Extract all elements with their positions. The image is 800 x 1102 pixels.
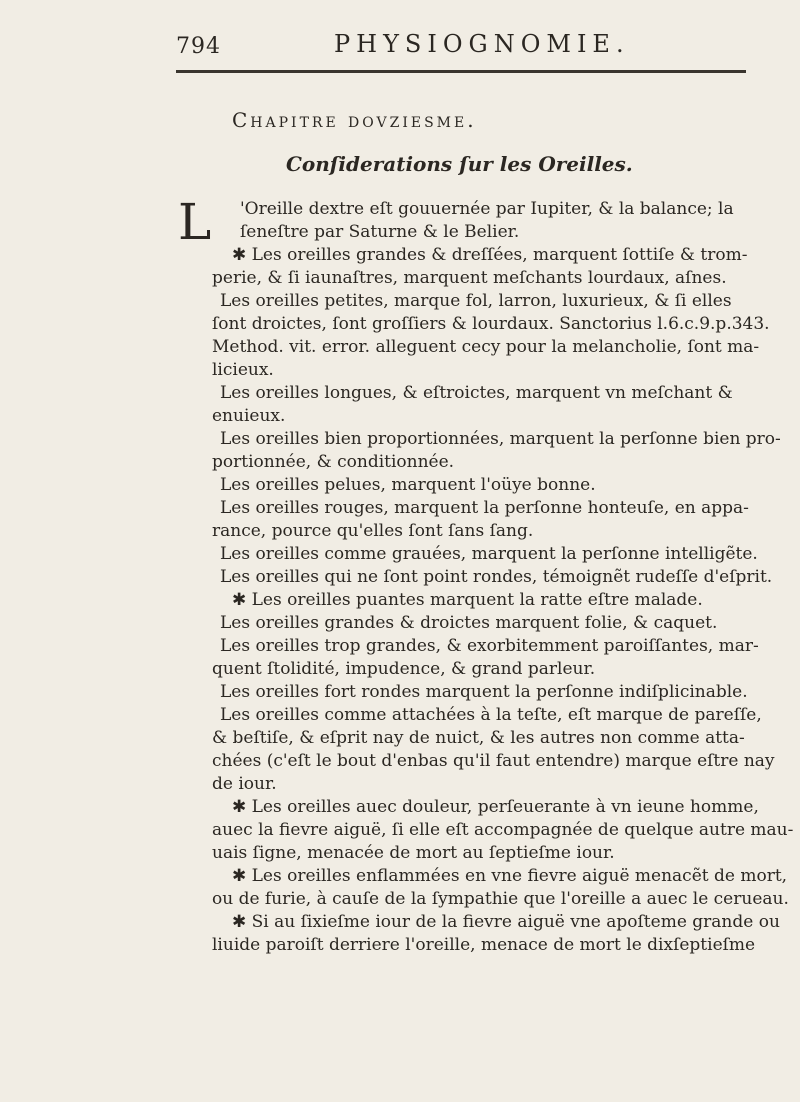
text-line: auec la fievre aiguë, ſi elle eſt accompagnée de quelque autre mau- xyxy=(212,820,794,840)
text-line: Les oreilles bien proportionnées, marquent la perſonne bien pro- xyxy=(220,429,781,449)
text-line: de iour. xyxy=(212,774,277,794)
page-header xyxy=(176,30,736,64)
text-line: ✱ Si au ſixieſme iour de la fievre aiguë vne apoſteme grande ou xyxy=(232,912,780,932)
text-line: Les oreilles fort rondes marquent la perſonne indiſplicinable. xyxy=(220,682,748,702)
header-rule xyxy=(176,70,746,73)
text-line: Les oreilles comme grauées, marquent la perſonne intelligẽte. xyxy=(220,544,758,564)
text-line: ✱ Les oreilles auec douleur, perſeuerante à vn ieune homme, xyxy=(232,797,759,817)
text-line: rance, pource qu'elles ſont ſans ſang. xyxy=(212,521,534,541)
text-line: ✱ Les oreilles puantes marquent la ratte eſtre malade. xyxy=(232,590,703,610)
text-line: Les oreilles petites, marque fol, larron, luxurieux, & ſi elles xyxy=(220,291,732,311)
text-line: chées (c'eſt le bout d'enbas qu'il faut entendre) marque eſtre nay xyxy=(212,751,775,771)
text-line: Les oreilles comme attachées à la teſte, eſt marque de pareſſe, xyxy=(220,705,762,725)
text-line: liuide paroiſt derriere l'oreille, menace de mort le dixſeptieſme xyxy=(212,935,756,955)
text-line: uais ſigne, menacée de mort au ſeptieſme iour. xyxy=(212,843,615,863)
text-line: ou de furie, à cauſe de la ſympathie que l'oreille a auec le cerueau. xyxy=(212,889,789,909)
text-line: Method. vit. error. alleguent cecy pour la melancholie, ſont ma- xyxy=(212,337,760,357)
text-line: ſont droictes, ſont groſſiers & lourdaux. Sanctorius l.6.c.9.p.343. xyxy=(212,314,770,334)
text-line: Les oreilles rouges, marquent la perſonne honteuſe, en appa- xyxy=(220,498,749,518)
text-line: Les oreilles qui ne ſont point rondes, témoignẽt rudeſſe d'eſprit. xyxy=(220,567,773,587)
text-line: & beſtiſe, & eſprit nay de nuict, & les autres non comme atta- xyxy=(212,728,745,748)
text-line: enuieux. xyxy=(212,406,286,426)
text-line: Les oreilles pelues, marquent l'oüye bonne. xyxy=(220,475,596,495)
drop-cap: L xyxy=(178,193,212,251)
text-line: portionnée, & conditionnée. xyxy=(212,452,455,472)
text-line: 'Oreille dextre eſt gouuernée par Iupiter, & la balance; la xyxy=(240,199,734,219)
text-line: ✱ Les oreilles grandes & dreſſées, marquent ſottiſe & trom- xyxy=(232,245,748,265)
body-text xyxy=(212,198,794,957)
text-line: Les oreilles trop grandes, & exorbitemment paroiſſantes, mar- xyxy=(220,636,759,656)
text-line: ſeneſtre par Saturne & le Belier. xyxy=(240,222,520,242)
text-line: perie, & ſi iaunaſtres, marquent meſchants lourdaux, aſnes. xyxy=(212,268,727,288)
chapter-subtitle: Conſiderations ſur les Oreilles. xyxy=(286,152,633,176)
text-line: licieux. xyxy=(212,360,274,380)
text-line: Les oreilles longues, & eſtroictes, marquent vn meſchant & xyxy=(220,383,733,403)
chapter-title: Chapitre dovziesme. xyxy=(232,108,477,132)
running-title: PHYSIOGNOMIE. xyxy=(334,30,630,58)
page-number: 794 xyxy=(176,34,221,59)
text-line: Les oreilles grandes & droictes marquent folie, & caquet. xyxy=(220,613,718,633)
text-line: ✱ Les oreilles enflammées en vne fievre aiguë menacẽt de mort, xyxy=(232,866,788,886)
text-line: quent ſtolidité, impudence, & grand parleur. xyxy=(212,659,596,679)
